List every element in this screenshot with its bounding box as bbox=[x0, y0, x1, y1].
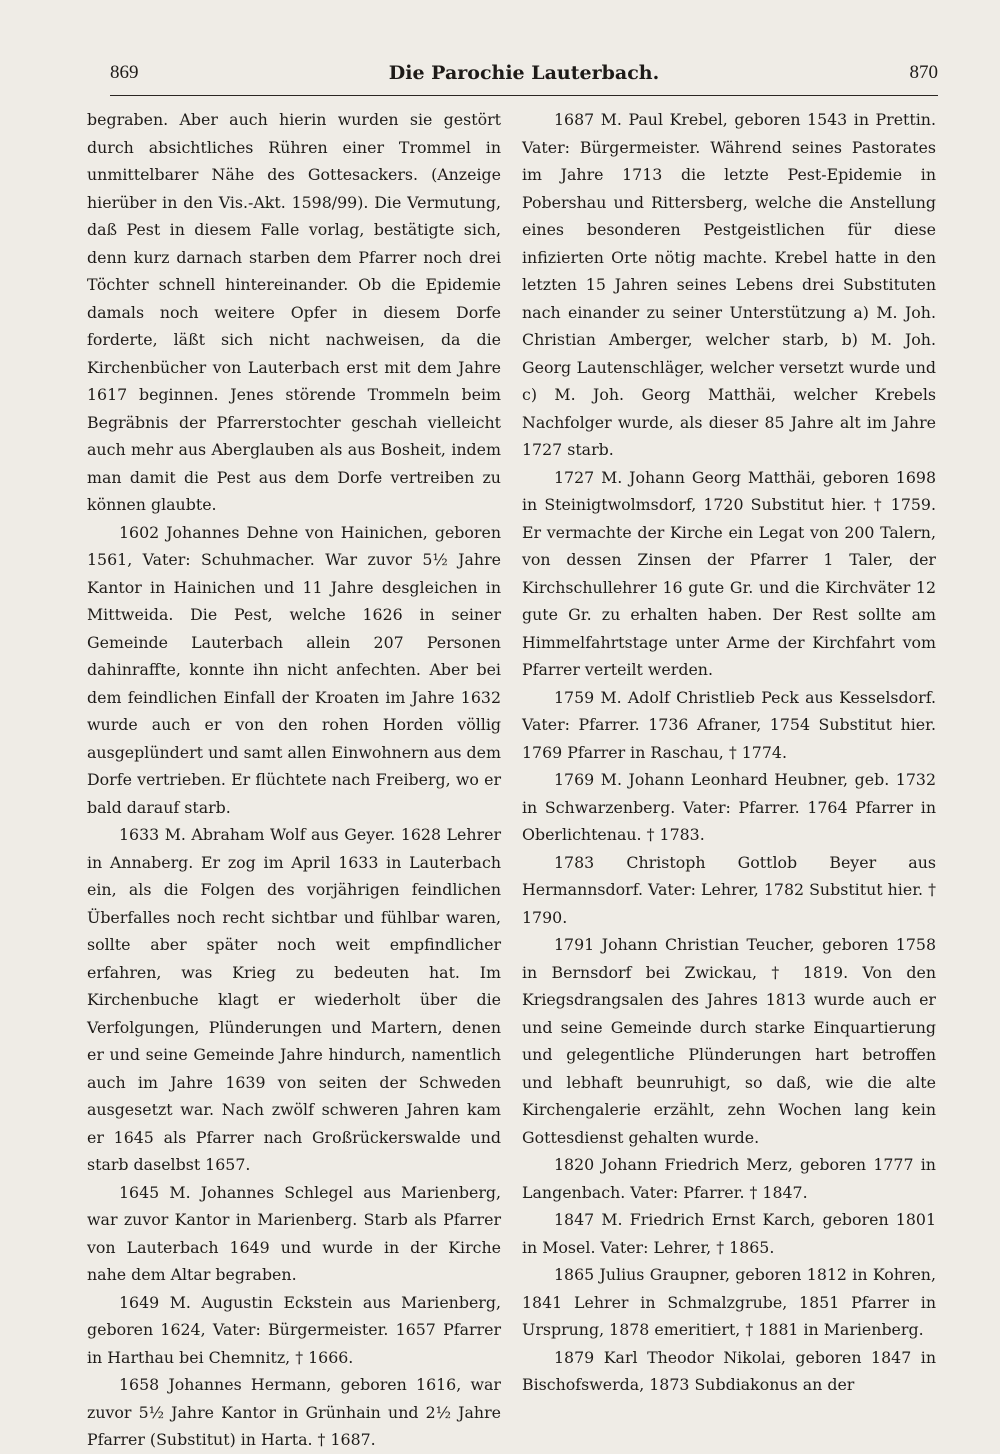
pastor-entry-1791: 1791 Johann Christian Teucher, geboren 1758 in Bernsdorf bei Zwickau, † 1819. Von den Kriegsdrangsalen des Jahres 1813 wurde auch er und seine Gemeinde durch starke Einquartierung und gelegentliche Plünderungen hart betroffen und lebhaft beunruhigt, so daß, wie die alte Kirchengalerie erzählt, zehn Wochen lang kein Gottesdienst gehalten wurde. bbox=[522, 935, 936, 1147]
page-number-left: 869 bbox=[110, 62, 139, 83]
pastor-entry-1645: 1645 M. Johannes Schlegel aus Marienberg, war zuvor Kantor in Marienberg. Starb als Pfarrer von Lauterbach 1649 und wurde in der Kirche nahe dem Altar begraben. bbox=[87, 1182, 501, 1284]
pastor-entry-1633: 1633 M. Abraham Wolf aus Geyer. 1628 Lehrer in Annaberg. Er zog im April 1633 in Lauterbach ein, als die Folgen des vorjährigen feindlichen Überfalles noch recht sichtbar und fühlbar waren, sollte aber später noch weit empfindlicher erfahren, was Krieg zu bedeuten hat. Im Kirchenbuche klagt er wiederholt über die Verfolgungen, Plünderungen und Martern, denen er und seine Gemeinde Jahre hindurch, namentlich auch im Jahre 1639 von seiten der Schweden ausgesetzt war. Nach zwölf schweren Jahren kam er 1645 als Pfarrer nach Großrückerswalde und starb daselbst 1657. bbox=[87, 825, 501, 1174]
left-column bbox=[87, 106, 501, 1454]
pastor-entry-1865: 1865 Julius Graupner, geboren 1812 in Kohren, 1841 Lehrer in Schmalzgrube, 1851 Pfarrer in Ursprung, 1878 emeritiert, † 1881 in Marienberg. bbox=[522, 1265, 936, 1339]
pastor-entry-1727: 1727 M. Johann Georg Matthäi, geboren 1698 in Steinigtwolmsdorf, 1720 Substitut hier. † 1759. Er vermachte der Kirche ein Legat von 200 Talern, von dessen Zinsen der Pfarrer 1 Taler, der Kirchschullehrer 16 gute Gr. und die Kirchväter 12 gute Gr. zu erhalten haben. Der Rest sollte am Himmelfahrtstage unter Arme der Kirchfahrt vom Pfarrer verteilt werden. bbox=[522, 467, 936, 679]
running-header bbox=[110, 62, 938, 96]
pastor-entry-1649: 1649 M. Augustin Eckstein aus Marienberg, geboren 1624, Vater: Bürgermeister. 1657 Pfarrer in Harthau bei Chemnitz, † 1666. bbox=[87, 1292, 501, 1367]
pastor-entry-1847: 1847 M. Friedrich Ernst Karch, geboren 1801 in Mosel. Vater: Lehrer, † 1865. bbox=[522, 1210, 936, 1257]
paragraph-continuation: begraben. Aber auch hierin wurden sie gestört durch absichtliches Rühren einer Trommel in unmittelbarer Nähe des Gottesackers. (Anzeige hierüber in den Vis.-Akt. 1598/99). Die Vermutung, daß Pest in diesem Falle vorlag, bestätigte sich, denn kurz darnach starben dem Pfarrer noch drei Töchter schnell hintereinander. Ob die Epidemie damals noch weitere Opfer in diesem Dorfe forderte, läßt sich nicht nachweisen, da die Kirchenbücher von Lauterbach erst mit dem Jahre 1617 beginnen. Jenes störende Trommeln beim Begräbnis der Pfarrerstochter geschah vielleicht auch mehr aus Aberglauben als aus Bosheit, indem man damit die Pest aus dem Dorfe vertreiben zu können glaubte. bbox=[87, 110, 501, 514]
pastor-entry-1769: 1769 M. Johann Leonhard Heubner, geb. 1732 in Schwarzenberg. Vater: Pfarrer. 1764 Pfarrer in Oberlichtenau. † 1783. bbox=[522, 770, 936, 844]
pastor-entry-1820: 1820 Johann Friedrich Merz, geboren 1777 in Langenbach. Vater: Pfarrer. † 1847. bbox=[522, 1155, 936, 1202]
pastor-entry-1658: 1658 Johannes Hermann, geboren 1616, war zuvor 5½ Jahre Kantor in Grünhain und 2½ Jahre Pfarrer (Substitut) in Harta. † 1687. bbox=[87, 1375, 501, 1449]
pastor-entry-1602: 1602 Johannes Dehne von Hainichen, geboren 1561, Vater: Schuhmacher. War zuvor 5½ Jahre Kantor in Hainichen und 11 Jahre desgleichen in Mittweida. Die Pest, welche 1626 in seiner Gemeinde Lauterbach allein 207 Personen dahinraffte, konnte ihn nicht anfechten. Aber bei dem feindlichen Einfall der Kroaten im Jahre 1632 wurde auch er von den rohen Horden völlig ausgeplündert und samt allen Einwohnern aus dem Dorfe vertrieben. Er flüchtete nach Freiberg, wo er bald darauf starb. bbox=[87, 522, 501, 817]
pastor-entry-1879: 1879 Karl Theodor Nikolai, geboren 1847 in Bischofswerda, 1873 Subdiakonus an der bbox=[522, 1347, 936, 1394]
right-column bbox=[522, 106, 936, 1399]
pastor-entry-1759: 1759 M. Adolf Christlieb Peck aus Kesselsdorf. Vater: Pfarrer. 1736 Afraner, 1754 Substitut hier. 1769 Pfarrer in Raschau, † 1774. bbox=[522, 687, 936, 762]
pastor-entry-1783: 1783 Christoph Gottlob Beyer aus Hermannsdorf. Vater: Lehrer, 1782 Substitut hier. † 1790. bbox=[522, 852, 936, 927]
running-title: Die Parochie Lauterbach. bbox=[388, 62, 660, 84]
header-rule bbox=[110, 95, 938, 96]
pastor-entry-1687: 1687 M. Paul Krebel, geboren 1543 in Prettin. Vater: Bürgermeister. Während seines Pastorates im Jahre 1713 die letzte Pest-Epidemie in Pobershau und Rittersberg, welche die Anstellung eines besonderen Pestgeistlichen für diese infizierten Orte nötig machte. Krebel hatte in den letzten 15 Jahren seines Lebens drei Substituten nach einander zu seiner Unterstützung a) M. Joh. Christian Amberger, welcher starb, b) M. Joh. Georg Lautenschläger, welcher versetzt wurde und c) M. Joh. Georg Matthäi, welcher Krebels Nachfolger wurde, als dieser 85 Jahre alt im Jahre 1727 starb. bbox=[522, 110, 936, 459]
page-number-right: 870 bbox=[909, 62, 938, 83]
